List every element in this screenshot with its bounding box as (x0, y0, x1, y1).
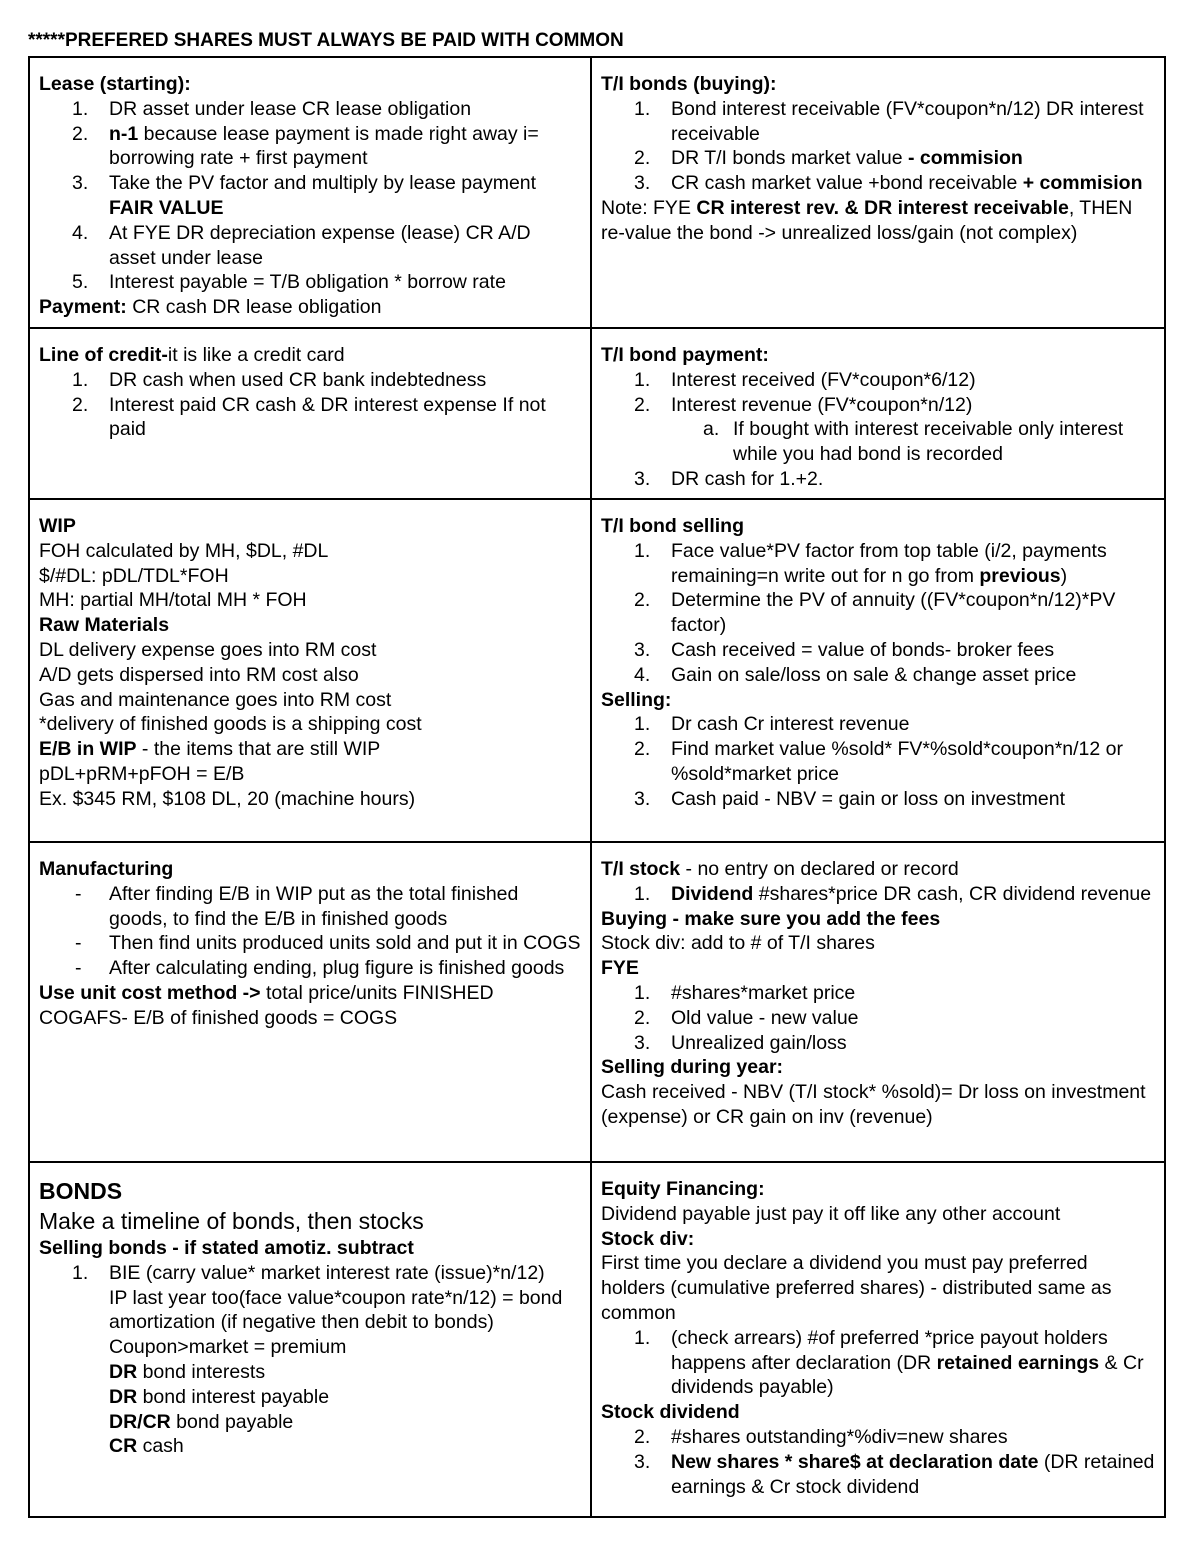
list-item: 1. DR cash when used CR bank indebtedness (72, 368, 487, 391)
loc-title: Line of credit-it is like a credit card (39, 344, 345, 366)
list-item: 2. #shares outstanding*%div=new shares (634, 1425, 1008, 1448)
selling-during-year-text: Cash received - NBV (T/I stock* %sold)= Dr loss on investment (expense) or CR gain on inv (revenue) (601, 1081, 1146, 1128)
eb-line: pDL+pRM+pFOH = E/B (39, 762, 245, 785)
tib-buying-title: T/I bonds (buying): (601, 73, 777, 95)
loc-cell (29, 328, 591, 499)
stock-dividend-title: Stock dividend (601, 1401, 740, 1424)
lease-title: Lease (starting): (39, 73, 191, 95)
loc-list (39, 368, 581, 442)
list-item: 2. Find market value %sold* FV*%sold*coupon*n/12 or %sold*market price (634, 738, 1123, 785)
list-item: 2. Determine the PV of annuity ((FV*coupon*n/12)*PV factor) (634, 589, 1116, 637)
bonds-line: IP last year too(face value*coupon rate*n/12) = bond amortization (if negative then debit to bonds) (109, 1286, 563, 1334)
raw-materials-title: Raw Materials (39, 614, 170, 637)
unit-cost-method: Use unit cost method -> total price/units FINISHED (39, 981, 494, 1004)
tib-buying-list (601, 97, 1155, 196)
list-item: 1. Dividend #shares*price DR cash, CR dividend revenue (634, 882, 1152, 905)
equity-line: Dividend payable just pay it off like any other account (601, 1202, 1061, 1225)
list-item: 3. Unrealized gain/loss (634, 1031, 847, 1054)
list-item: 1. BIE (carry value* market interest rate (issue)*n/12) (72, 1261, 545, 1284)
bonds-cell (29, 1162, 591, 1517)
selling-bonds-title: Selling bonds - if stated amotiz. subtract (39, 1237, 414, 1259)
wip-line: $/#DL: pDL/TDL*FOH (39, 564, 229, 587)
tis-title: T/I stock - no entry on declared or record (601, 858, 959, 880)
tib-selling-list (601, 539, 1155, 688)
list-item: 3. CR cash market value +bond receivable + commision (634, 172, 1143, 195)
manufacturing-title: Manufacturing (39, 858, 174, 880)
eb-line: Ex. $345 RM, $108 DL, 20 (machine hours) (39, 787, 416, 810)
list-item: 3. Cash paid - NBV = gain or loss on investment (634, 787, 1065, 810)
notes-table (28, 56, 1166, 1518)
rm-line: DL delivery expense goes into RM cost (39, 638, 377, 661)
wip-title: WIP (39, 515, 76, 537)
list-item: - After calculating ending, plug figure is finished goods (75, 957, 565, 980)
bonds-entry: CR cash (109, 1435, 184, 1458)
cogs-line: COGAFS- E/B of finished goods = COGS (39, 1006, 398, 1029)
list-item: 3. Cash received = value of bonds- broker fees (634, 638, 1055, 661)
list-item: 3. New shares * share$ at declaration date (DR retained earnings & Cr stock dividend (634, 1450, 1155, 1498)
list-item: 5. Interest payable = T/B obligation * borrow rate (72, 271, 506, 294)
list-item: a. If bought with interest receivable only interest while you had bond is recorded (703, 418, 1124, 466)
bonds-entry: DR bond interest payable (109, 1385, 330, 1408)
tib-selling-title: T/I bond selling (601, 515, 744, 537)
bonds-title: BONDS (39, 1178, 123, 1204)
list-item: 3. DR cash for 1.+2. (634, 467, 824, 490)
tib-payment-title: T/I bond payment: (601, 344, 769, 366)
list-item: 1. (check arrears) #of preferred *price payout holders happens after declaration (DR retained earnings & Cr dividends payable) (634, 1326, 1144, 1399)
list-item: - Then find units produced units sold and put it in COGS (75, 932, 581, 955)
list-item: 1. Bond interest receivable (FV*coupon*n/12) DR interest receivable (634, 97, 1144, 145)
page-header: *****PREFERED SHARES MUST ALWAYS BE PAID WITH COMMON (28, 30, 624, 51)
manufacturing-cell (29, 842, 591, 1162)
equity-list (601, 1326, 1155, 1400)
rm-line: *delivery of finished goods is a shipping cost (39, 713, 422, 736)
stock-div-title: Stock div: (601, 1227, 695, 1250)
equity-paragraph: First time you declare a dividend you must pay preferred holders (cumulative preferred shares) - distributed same as common (601, 1252, 1112, 1324)
selling-title: Selling: (601, 688, 672, 711)
rm-line: Gas and maintenance goes into RM cost (39, 688, 392, 711)
fye-title: FYE (601, 957, 639, 980)
equity-cell (591, 1162, 1165, 1517)
rm-line: A/D gets dispersed into RM cost also (39, 663, 359, 686)
bonds-entry: DR/CR bond payable (109, 1410, 294, 1433)
tib-buying-note: Note: FYE CR interest rev. & DR interest receivable, THEN re-value the bond -> unrealized loss/gain (not complex) (601, 196, 1133, 244)
tib-selling-cell (591, 499, 1165, 842)
stock-div-line: Stock div: add to # of T/I shares (601, 932, 875, 955)
tib-payment-list (601, 368, 1155, 492)
wip-cell (29, 499, 591, 842)
tis-list (601, 882, 1155, 907)
list-item: 2. Old value - new value (634, 1006, 859, 1029)
stock-dividend-list (601, 1425, 1155, 1499)
lease-list (39, 97, 581, 295)
tis-cell (591, 842, 1165, 1162)
tib-buying-cell (591, 57, 1165, 328)
bonds-list (39, 1261, 581, 1286)
tib-payment-cell (591, 328, 1165, 499)
list-item: 1. Dr cash Cr interest revenue (634, 713, 910, 736)
bonds-entry: DR bond interests (109, 1360, 266, 1383)
list-item: - After finding E/B in WIP put as the total finished goods, to find the E/B in finished goods (75, 882, 519, 930)
list-item: 4. At FYE DR depreciation expense (lease) CR A/D asset under lease (72, 221, 531, 269)
list-item: 1. #shares*market price (634, 981, 856, 1004)
bonds-subtitle: Make a timeline of bonds, then stocks (39, 1208, 424, 1234)
manufacturing-list (39, 882, 581, 981)
bonds-line: Coupon>market = premium (109, 1336, 347, 1359)
eb-wip: E/B in WIP - the items that are still WIP (39, 738, 381, 761)
list-item: 2. DR T/I bonds market value - commision (634, 147, 1023, 170)
list-item: 1. DR asset under lease CR lease obligation (72, 97, 472, 120)
fye-list (601, 981, 1155, 1055)
selling-list (601, 712, 1155, 811)
list-item: 2. n-1 because lease payment is made right away i= borrowing rate + first payment (72, 122, 539, 170)
list-item: 1. Face value*PV factor from top table (i/2, payments remaining=n write out for n go from previous) (634, 539, 1107, 587)
wip-line: FOH calculated by MH, $DL, #DL (39, 539, 329, 562)
buying-title: Buying - make sure you add the fees (601, 907, 941, 930)
list-item: 2. Interest paid CR cash & DR interest expense If not paid (72, 393, 546, 441)
list-item: 3. Take the PV factor and multiply by lease payment FAIR VALUE (72, 172, 537, 219)
equity-title: Equity Financing: (601, 1178, 765, 1200)
wip-line: MH: partial MH/total MH * FOH (39, 589, 307, 612)
lease-cell (29, 57, 591, 328)
list-item: 2. Interest revenue (FV*coupon*n/12) (634, 393, 973, 416)
selling-during-year-title: Selling during year: (601, 1056, 784, 1079)
list-item: 4. Gain on sale/loss on sale & change asset price (634, 663, 1077, 686)
list-item: 1. Interest received (FV*coupon*6/12) (634, 368, 976, 391)
lease-payment: Payment: CR cash DR lease obligation (39, 296, 382, 319)
